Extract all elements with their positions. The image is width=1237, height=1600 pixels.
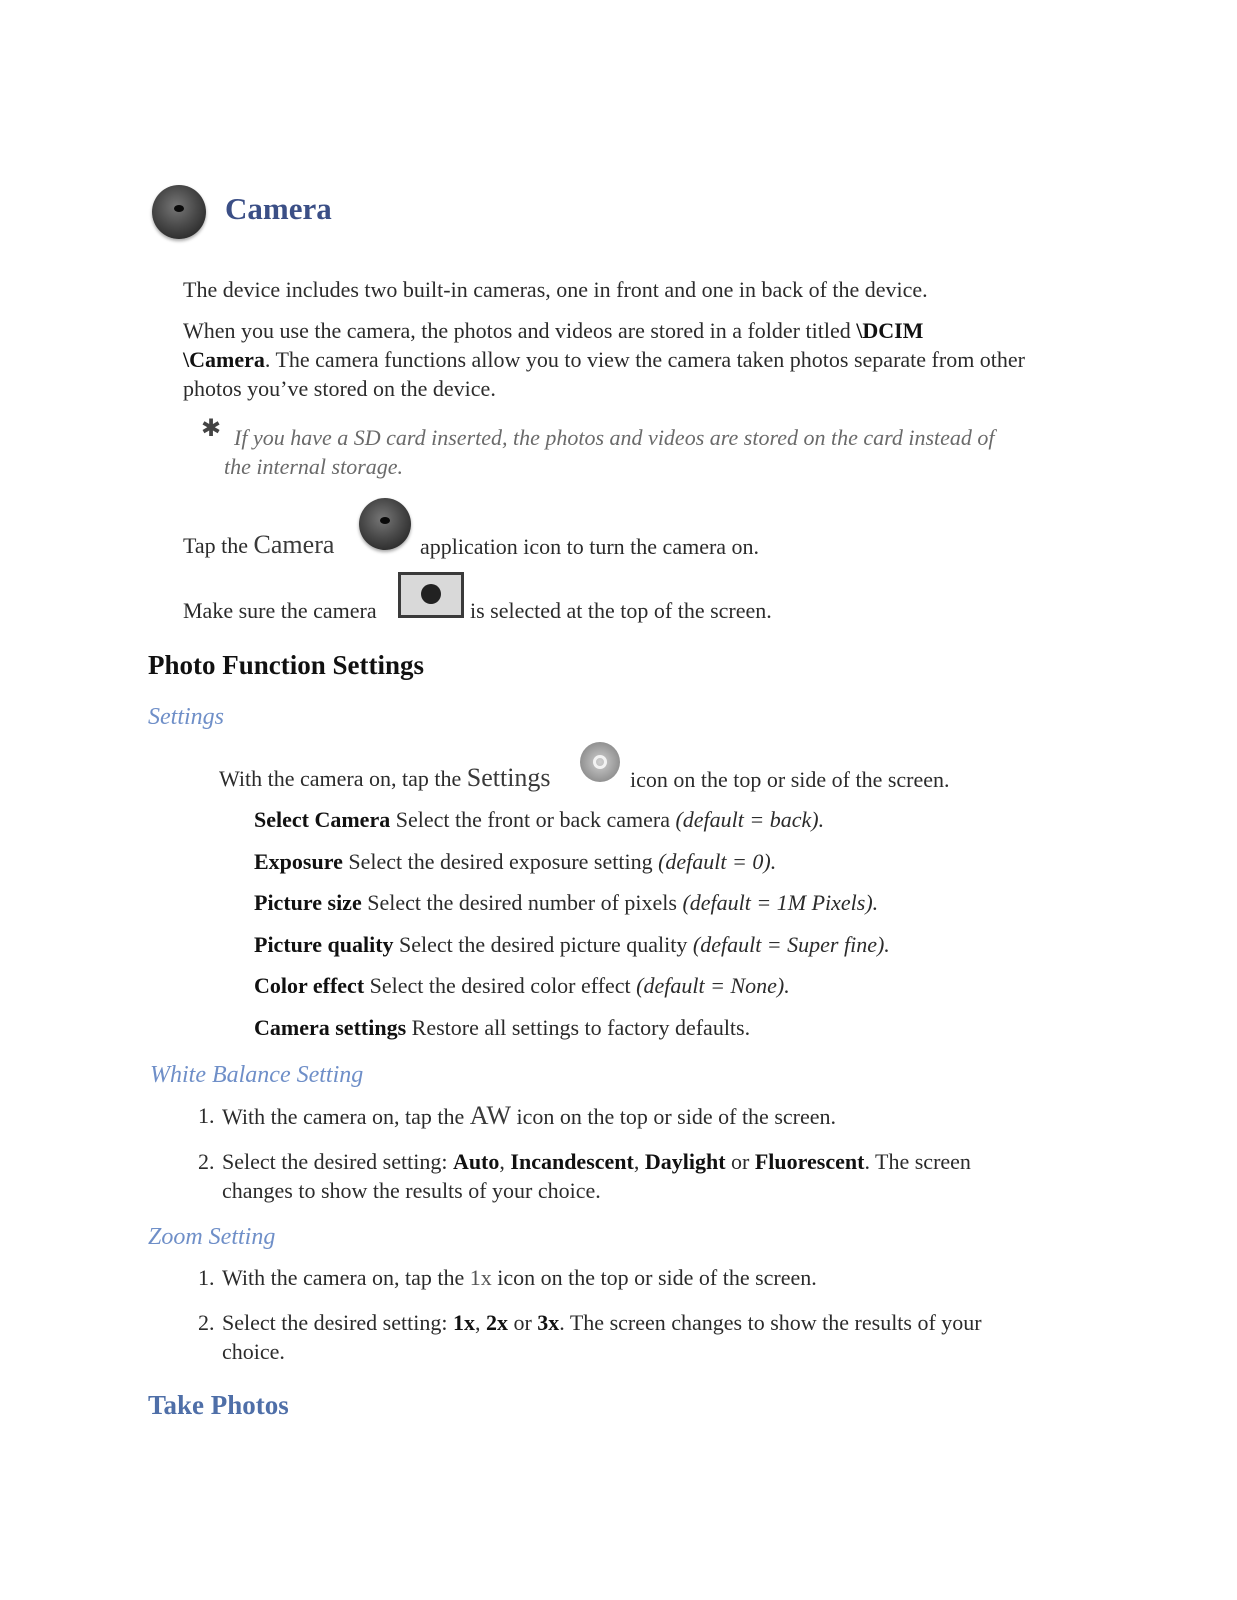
settings-intro-before: With the camera on, tap the Settings	[219, 763, 551, 792]
note-line-2: the internal storage.	[224, 454, 404, 479]
make-sure-after: is selected at the top of the screen.	[470, 598, 772, 623]
zoom-step-1-num: 1.	[198, 1265, 215, 1290]
wb-step-1: With the camera on, tap the AW icon on the top or side of the screen.	[222, 1101, 836, 1130]
tap-before: Tap the	[183, 533, 254, 558]
storage-paragraph	[183, 316, 1053, 403]
wb-step-2-num: 2.	[198, 1149, 215, 1174]
aw-icon: AW	[469, 1101, 511, 1130]
wb-step-2-line-2: changes to show the results of your choice.	[222, 1178, 601, 1203]
tap-after: application icon to turn the camera on.	[420, 534, 760, 559]
make-sure-before: Make sure the camera	[183, 598, 377, 623]
settings-intro-after: icon on the top or side of the screen.	[630, 767, 950, 792]
settings-item: Color effect Select the desired color effect (default = None).	[254, 973, 790, 998]
zoom-step-2-num: 2.	[198, 1310, 215, 1335]
zoom-subheading: Zoom Setting	[148, 1224, 276, 1250]
settings-subheading: Settings	[148, 704, 224, 730]
storage-text-1: When you use the camera, the photos and videos are stored in a folder titled	[183, 318, 857, 343]
tap-camera-line	[183, 530, 334, 560]
note-line-1: If you have a SD card inserted, the photos and videos are stored on the card instead of	[234, 425, 995, 450]
dcim-path: \DCIM	[856, 318, 924, 343]
zoom-1x-icon: 1x	[469, 1265, 492, 1290]
settings-item: Picture size Select the desired number of pixels (default = 1M Pixels).	[254, 890, 879, 915]
camera-app-icon-inline	[359, 498, 411, 550]
white-balance-subheading: White Balance Setting	[150, 1062, 364, 1088]
settings-item: Exposure Select the desired exposure setting (default = 0).	[254, 849, 777, 874]
settings-item: Camera settings Restore all settings to factory defaults.	[254, 1015, 751, 1040]
zoom-step-2-line-2: choice.	[222, 1339, 285, 1364]
settings-item: Select Camera Select the front or back camera (default = back).	[254, 807, 825, 832]
zoom-step-1: With the camera on, tap the 1x icon on the top or side of the screen.	[222, 1265, 817, 1290]
note-star-icon: ✱	[201, 416, 222, 442]
page-title: Camera	[225, 191, 332, 226]
wb-step-1-num: 1.	[198, 1103, 215, 1128]
take-photos-heading: Take Photos	[148, 1390, 289, 1420]
storage-text-2: . The camera functions allow you to view the camera taken photos separate from other photos you’ve stored on the device.	[183, 347, 1026, 401]
zoom-step-2: Select the desired setting: 1x, 2x or 3x. The screen changes to show the results of your	[222, 1310, 982, 1335]
camera-path: \Camera	[183, 347, 265, 372]
wb-step-2: Select the desired setting: Auto, Incandescent, Daylight or Fluorescent. The screen	[222, 1149, 971, 1174]
settings-item: Picture quality Select the desired picture quality (default = Super fine).	[254, 932, 890, 957]
camera-app-icon	[152, 185, 206, 239]
camera-mode-icon	[398, 572, 464, 618]
tap-app-name: Camera	[253, 530, 335, 559]
photo-settings-heading: Photo Function Settings	[148, 650, 425, 680]
intro-paragraph: The device includes two built-in cameras, one in front and one in back of the device.	[183, 277, 928, 302]
settings-app-name: Settings	[466, 763, 551, 792]
settings-gear-icon	[580, 742, 620, 782]
